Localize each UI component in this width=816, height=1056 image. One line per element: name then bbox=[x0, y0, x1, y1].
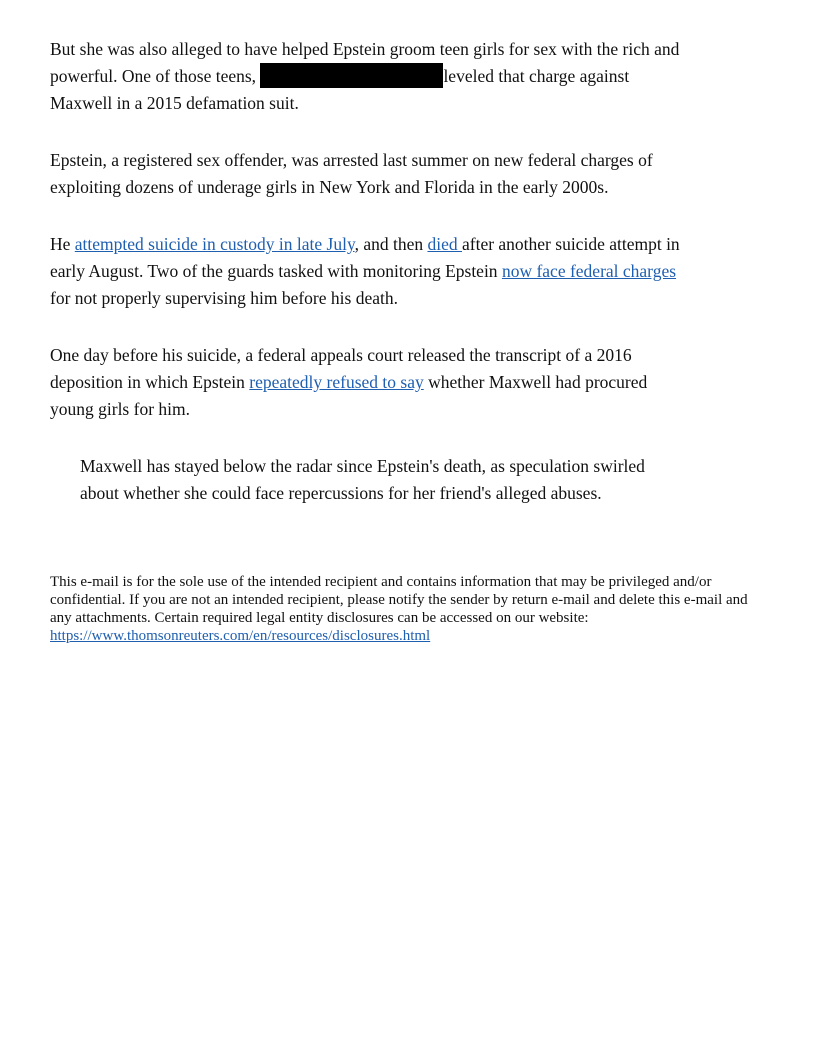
paragraph-quote-maxwell: Maxwell has stayed below the radar since Epstein's death, as speculation swirled about whether she could face repercussions for her friend's alleged abuses. bbox=[80, 456, 645, 503]
disclaimer-text: This e-mail is for the sole use of the intended recipient and contains information that may be privileged and/or confidential. If you are not an intended recipient, please notify the sender by return e-mail and delete this e-mail and any attachments. Certain required legal entity disclosures can be accessed on our website: bbox=[50, 574, 748, 626]
paragraph-maxwell-allegation bbox=[50, 36, 690, 117]
link-attempted-suicide[interactable]: attempted suicide in custody in late July bbox=[74, 234, 355, 254]
p1-text-after: leveled that charge against Maxwell in a 2015 defamation suit. bbox=[50, 66, 630, 113]
redacted-name-block bbox=[260, 63, 443, 88]
link-died[interactable]: died bbox=[427, 234, 462, 254]
p3-text-3: after another suicide attempt in early August. Two of the guards tasked with monitoring Epstein bbox=[50, 234, 680, 281]
paragraph-deposition bbox=[50, 342, 690, 423]
disclaimer-link[interactable]: https://www.thomsonreuters.com/en/resources/disclosures.html bbox=[50, 628, 431, 644]
paragraph-epstein-arrest: Epstein, a registered sex offender, was arrested last summer on new federal charges of exploiting dozens of underage girls in New York and Florida in the early 2000s. bbox=[50, 150, 653, 197]
email-body bbox=[50, 36, 690, 537]
p4-text-2: whether Maxwell had procured young girls for him. bbox=[50, 372, 648, 419]
link-federal-charges[interactable]: now face federal charges bbox=[501, 261, 677, 281]
p1-text-before: But she was also alleged to have helped Epstein groom teen girls for sex with the rich and powerful. One of those teens, bbox=[50, 39, 680, 86]
p3-text-2: , and then bbox=[354, 234, 428, 254]
p4-text-1: One day before his suicide, a federal appeals court released the transcript of a 2016 deposition in which Epstein bbox=[50, 345, 632, 392]
email-disclaimer bbox=[50, 573, 766, 645]
link-refused-to-say[interactable]: repeatedly refused to say bbox=[249, 372, 424, 392]
p3-text-1: He bbox=[50, 234, 75, 254]
paragraph-suicide bbox=[50, 231, 690, 312]
p3-text-4: for not properly supervising him before his death. bbox=[50, 288, 398, 308]
